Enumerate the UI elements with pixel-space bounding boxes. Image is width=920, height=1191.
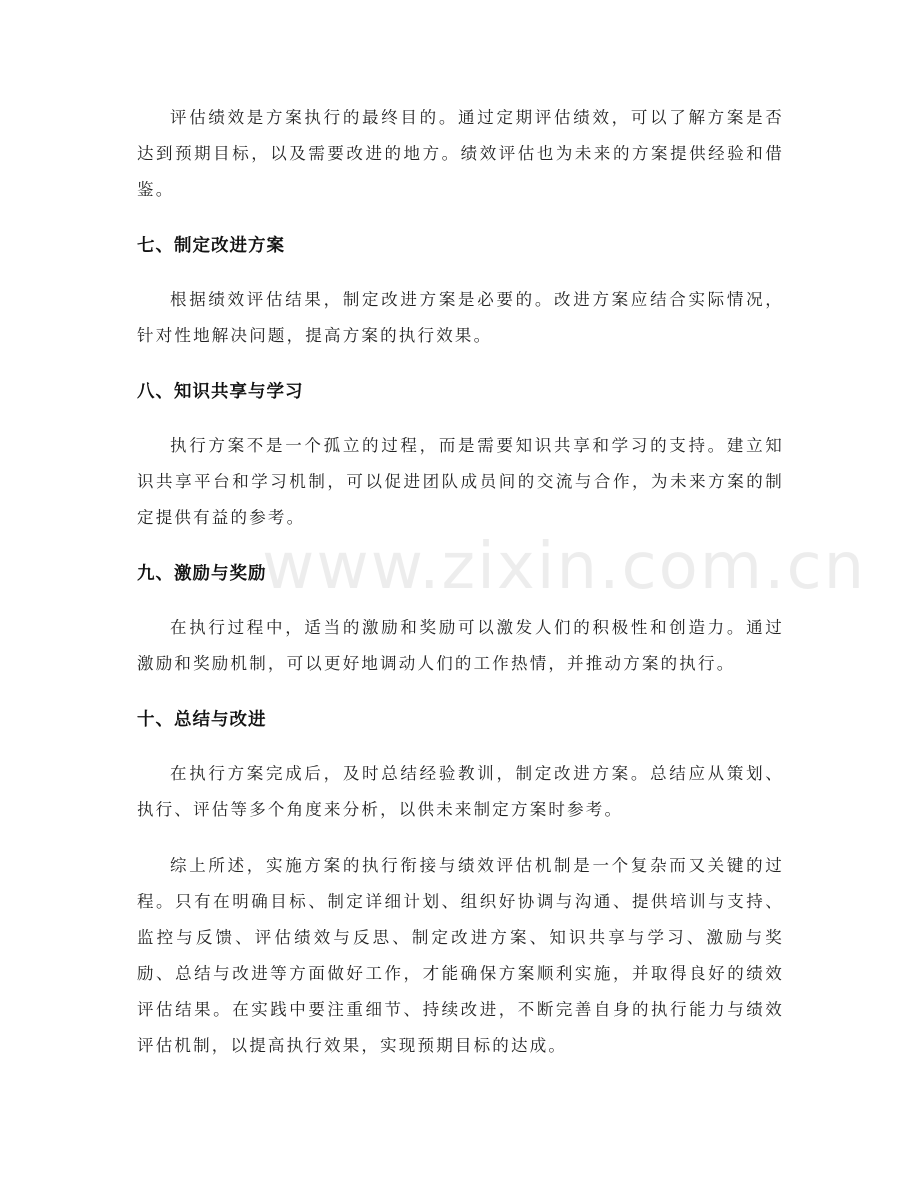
section-9-heading: 九、激励与奖励 [137,564,267,584]
section-10-heading: 十、总结与改进 [137,710,267,730]
watermark-text: www.zixin.com.cn [262,530,867,604]
conclusion-paragraph: 综上所述，实施方案的执行衔接与绩效评估机制是一个复杂而又关键的过程。只有在明确目标、制定详细计划、组织好协调与沟通、提供培训与支持、监控与反馈、评估绩效与反思、制定改进方案、知识共享与学习、激励与奖励、总结与改进等方面做好工作，才能确保方案顺利实施，并取得良好的绩效评估结果。在实践中要注重细节、持续改进，不断完善自身的执行能力与绩效评估机制，以提高执行效果，实现预期目标的达成。 [137,856,784,1055]
section-9-paragraph: 在执行过程中，适当的激励和奖励可以激发人们的积极性和创造力。通过激励和奖励机制，可以更好地调动人们的工作热情，并推动方案的执行。 [137,618,784,673]
section-10-paragraph: 在执行方案完成后，及时总结经验教训，制定改进方案。总结应从策划、执行、评估等多个角度来分析，以供未来制定方案时参考。 [137,764,784,819]
section-8-heading: 八、知识共享与学习 [137,382,304,402]
section-8-paragraph: 执行方案不是一个孤立的过程，而是需要知识共享和学习的支持。建立知识共享平台和学习机制，可以促进团队成员间的交流与合作，为未来方案的制定提供有益的参考。 [137,436,784,527]
section-7-paragraph: 根据绩效评估结果，制定改进方案是必要的。改进方案应结合实际情况，针对性地解决问题，提高方案的执行效果。 [137,290,784,345]
intro-paragraph: 评估绩效是方案执行的最终目的。通过定期评估绩效，可以了解方案是否达到预期目标，以及需要改进的地方。绩效评估也为未来的方案提供经验和借鉴。 [137,108,784,199]
section-7-heading: 七、制定改进方案 [137,236,285,256]
document-page [137,100,784,1064]
